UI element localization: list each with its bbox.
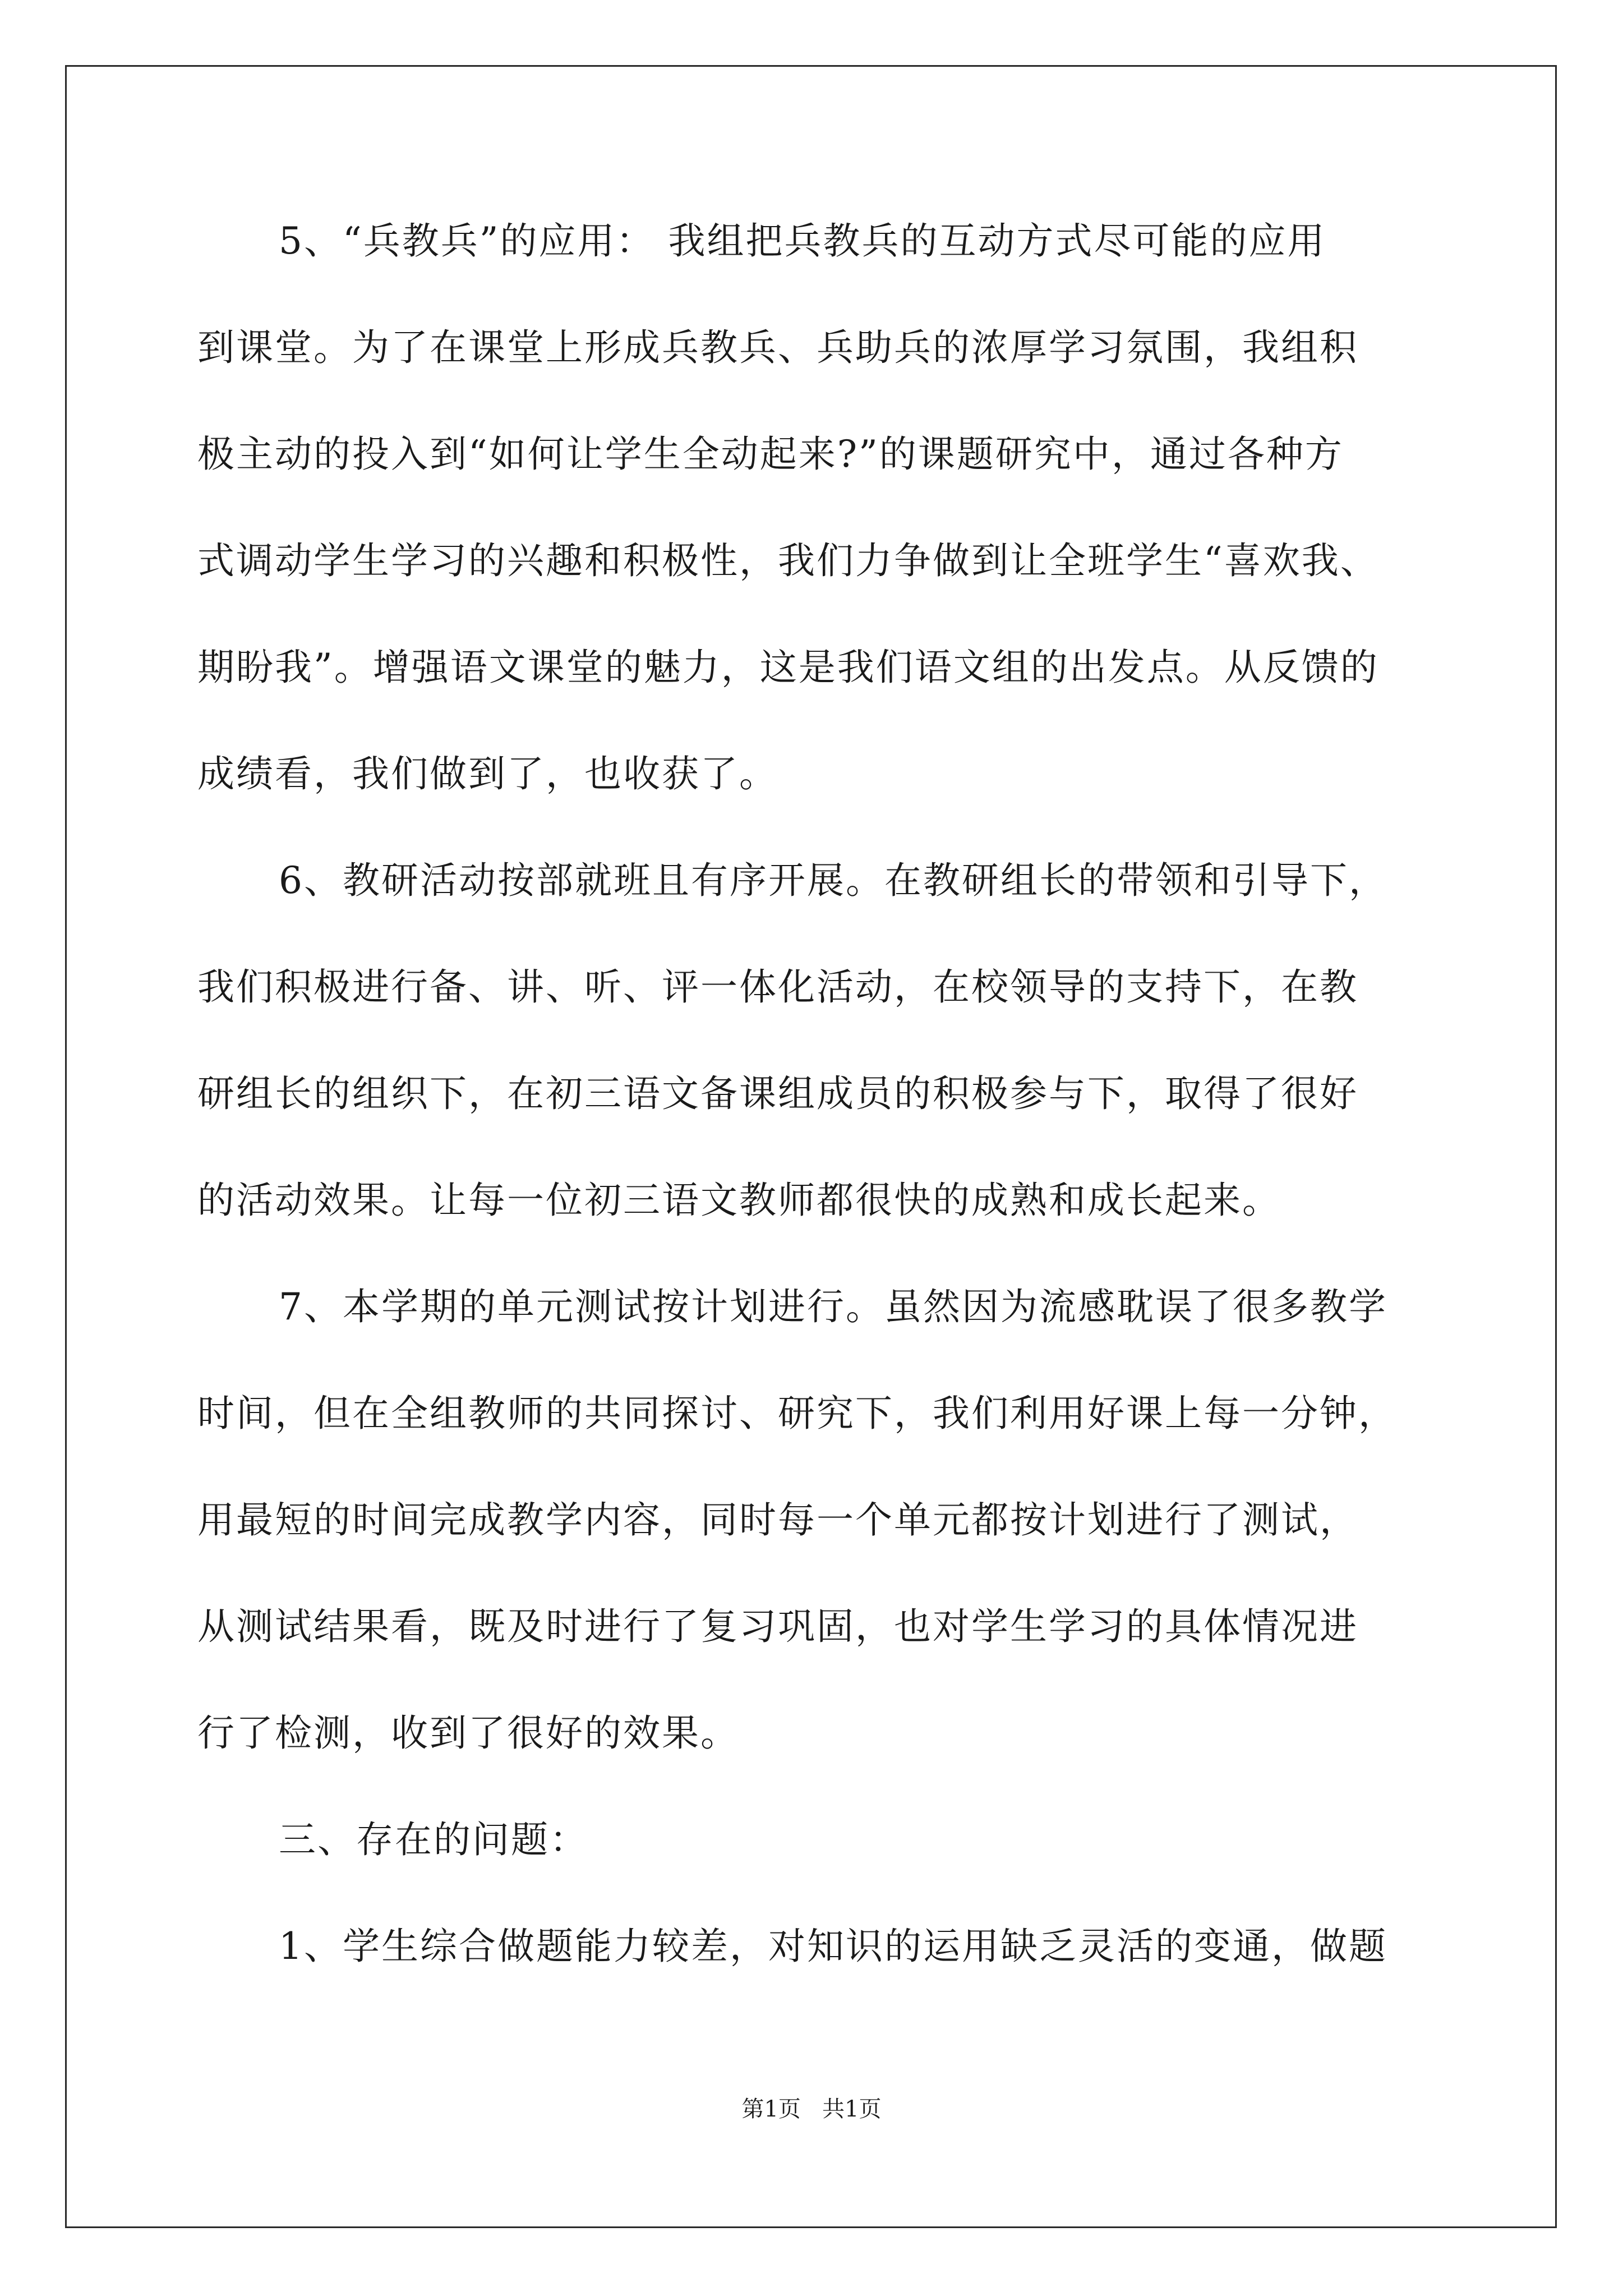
paragraph-7-line-4: 从测试结果看，既及时进行了复习巩固，也对学生学习的具体情况进 [197,1605,1358,1648]
paragraph-6-line-4: 的活动效果。让每一位初三语文教师都很快的成熟和成长起来。 [197,1179,1281,1222]
problem-1-line-1: 1、学生综合做题能力较差，对知识的运用缺乏灵活的变通，做题 [279,1925,1387,1968]
paragraph-7-line-1: 7、本学期的单元测试按计划进行。虽然因为流感耽误了很多教学 [279,1285,1387,1328]
paragraph-5-line-6: 成绩看，我们做到了，也收获了。 [197,752,778,795]
paragraph-7-line-3: 用最短的时间完成教学内容，同时每一个单元都按计划进行了测试， [197,1498,1358,1542]
paragraph-7-line-2: 时间，但在全组教师的共同探讨、研究下，我们利用好课上每一分钟， [197,1392,1397,1435]
paragraph-5-line-2: 到课堂。为了在课堂上形成兵教兵、兵助兵的浓厚学习氛围，我组积 [197,326,1358,369]
paragraph-7-line-5: 行了检测，收到了很好的效果。 [197,1711,739,1755]
paragraph-6-line-2: 我们积极进行备、讲、听、评一体化活动，在校领导的支持下，在教 [197,965,1358,1009]
paragraph-5-line-5: 期盼我”。增强语文课堂的魅力，这是我们语文组的出发点。从反馈的 [197,646,1379,689]
paragraph-6-line-1: 6、教研活动按部就班且有序开展。在教研组长的带领和引导下， [279,859,1387,902]
page-border [65,65,1557,2228]
paragraph-5-line-1: 5、“兵教兵”的应用： 我组把兵教兵的互动方式尽可能的应用 [279,219,1326,263]
page-footer: 第1页 共1页 [741,2096,882,2122]
paragraph-6-line-3: 研组长的组织下，在初三语文备课组成员的积极参与下，取得了很好 [197,1072,1358,1115]
section-heading-problems: 三、存在的问题： [279,1818,588,1861]
paragraph-5-line-4: 式调动学生学习的兴趣和积极性，我们力争做到让全班学生“喜欢我、 [197,539,1379,582]
paragraph-5-line-3: 极主动的投入到“如何让学生全动起来?”的课题研究中，通过各种方 [197,432,1344,476]
